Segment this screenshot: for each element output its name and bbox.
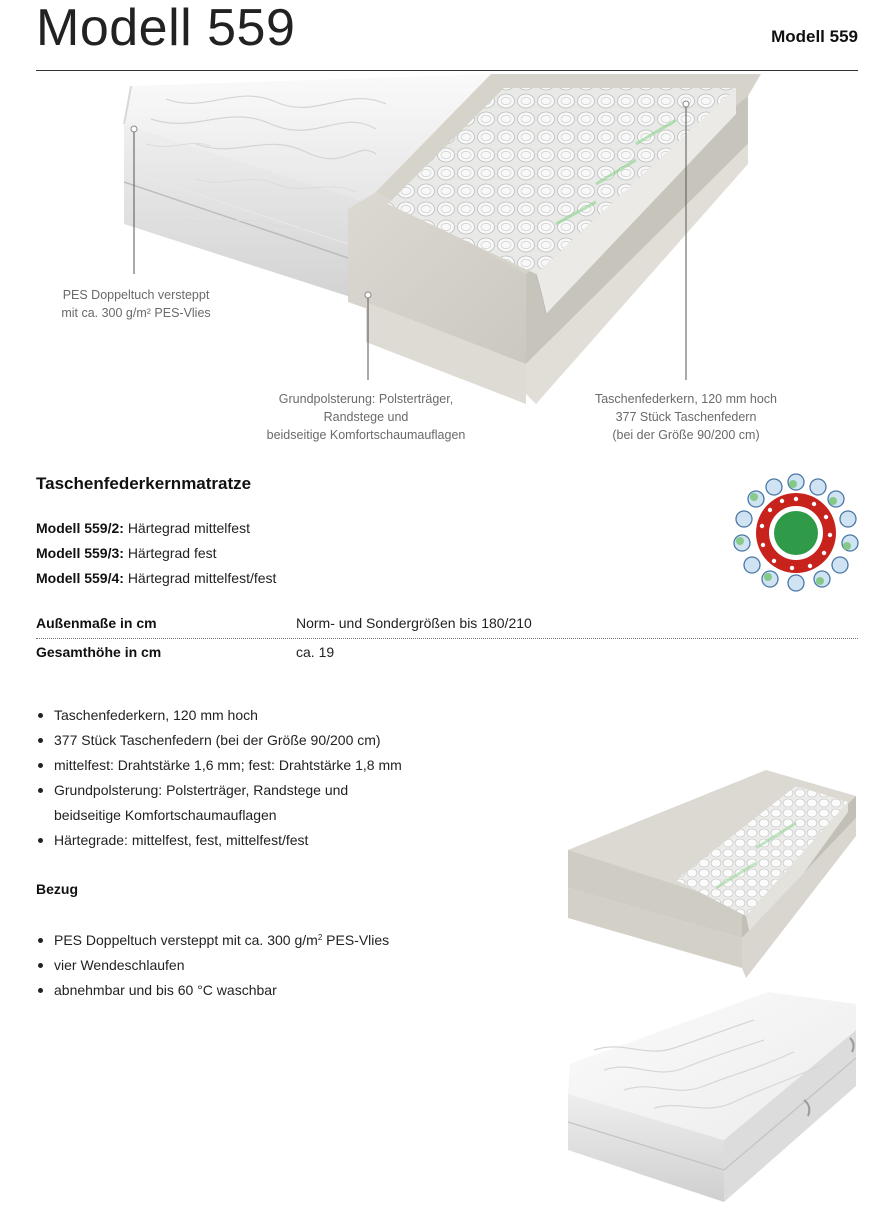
model-variant-firmness: Härtegrad fest — [127, 545, 217, 561]
model-variant-code: Modell 559/3: — [36, 545, 124, 561]
callout-core-line-2: 377 Stück Taschenfedern — [615, 410, 757, 424]
spec-value: Norm- und Sondergrößen bis 180/210 — [296, 615, 532, 631]
environment-seal-icon — [732, 471, 860, 593]
callout-core-line-3: (bei der Größe 90/200 cm) — [612, 428, 760, 442]
list-item-text: Grundpolsterung: Polsterträger, Randstege und — [54, 782, 349, 798]
mattress-core-image — [566, 768, 860, 982]
callout-cover — [36, 286, 236, 322]
spec-label: Außenmaße in cm — [36, 615, 157, 631]
callout-padding-line-2: Randstege und — [323, 410, 409, 424]
list-item: mittelfest: Drahtstärke 1,6 mm; fest: Drahtstärke 1,8 mm — [36, 753, 402, 778]
product-type-title: Taschenfederkernmatratze — [36, 474, 252, 493]
model-variant — [36, 541, 276, 566]
callout-cover-line-1: PES Doppeltuch versteppt — [62, 288, 210, 302]
list-item: vier Wendeschlaufen — [36, 953, 389, 978]
list-item: abnehmbar und bis 60 °C waschbar — [36, 978, 389, 1003]
cover-item-text-suffix: PES-Vlies — [322, 932, 390, 948]
cover-section-title: Bezug — [36, 881, 78, 897]
model-variant-list — [36, 516, 276, 591]
callout-cover-line-2: mit ca. 300 g/m² PES-Vlies — [61, 306, 211, 320]
mattress-cross-section — [36, 74, 858, 454]
model-label: Modell 559 — [771, 27, 858, 46]
callout-padding-line-3: beidseitige Komfortschaumauflagen — [266, 428, 466, 442]
model-variant-firmness: Härtegrad mittelfest — [127, 520, 250, 536]
list-item: 377 Stück Taschenfedern (bei der Größe 90/200 cm) — [36, 728, 402, 753]
callout-core — [576, 390, 796, 444]
model-variant-firmness: Härtegrad mittelfest/fest — [127, 570, 277, 586]
spec-row-height — [36, 639, 858, 667]
list-item: Härtegrade: mittelfest, fest, mittelfest/fest — [36, 828, 402, 853]
spec-value: ca. 19 — [296, 644, 335, 660]
header-divider — [36, 70, 858, 71]
model-variant-code: Modell 559/4: — [36, 570, 124, 586]
list-item: Taschenfederkern, 120 mm hoch — [36, 703, 402, 728]
spec-row-dimensions — [36, 610, 858, 639]
environment-seal-graphic — [732, 471, 860, 593]
mattress-cover-illustration — [564, 990, 860, 1206]
mattress-cover-image — [564, 990, 860, 1206]
callout-padding — [236, 390, 496, 444]
page-title: Modell 559 — [36, 0, 296, 57]
model-variant-code: Modell 559/2: — [36, 520, 124, 536]
superscript-2: 2 — [317, 933, 323, 942]
callout-padding-line-1: Grundpolsterung: Polsterträger, — [278, 392, 454, 406]
mattress-core-illustration — [566, 768, 860, 982]
model-variant — [36, 566, 276, 591]
list-item — [36, 778, 402, 828]
model-variant — [36, 516, 276, 541]
cover-item-text: PES Doppeltuch versteppt mit ca. 300 g/m — [54, 932, 318, 948]
feature-list — [36, 703, 402, 853]
list-item — [36, 928, 389, 953]
cover-feature-list — [36, 928, 389, 1003]
spec-label: Gesamthöhe in cm — [36, 644, 162, 660]
callout-core-line-1: Taschenfederkern, 120 mm hoch — [594, 392, 778, 406]
list-item-continuation: beidseitige Komfortschaumauflagen — [54, 807, 277, 823]
